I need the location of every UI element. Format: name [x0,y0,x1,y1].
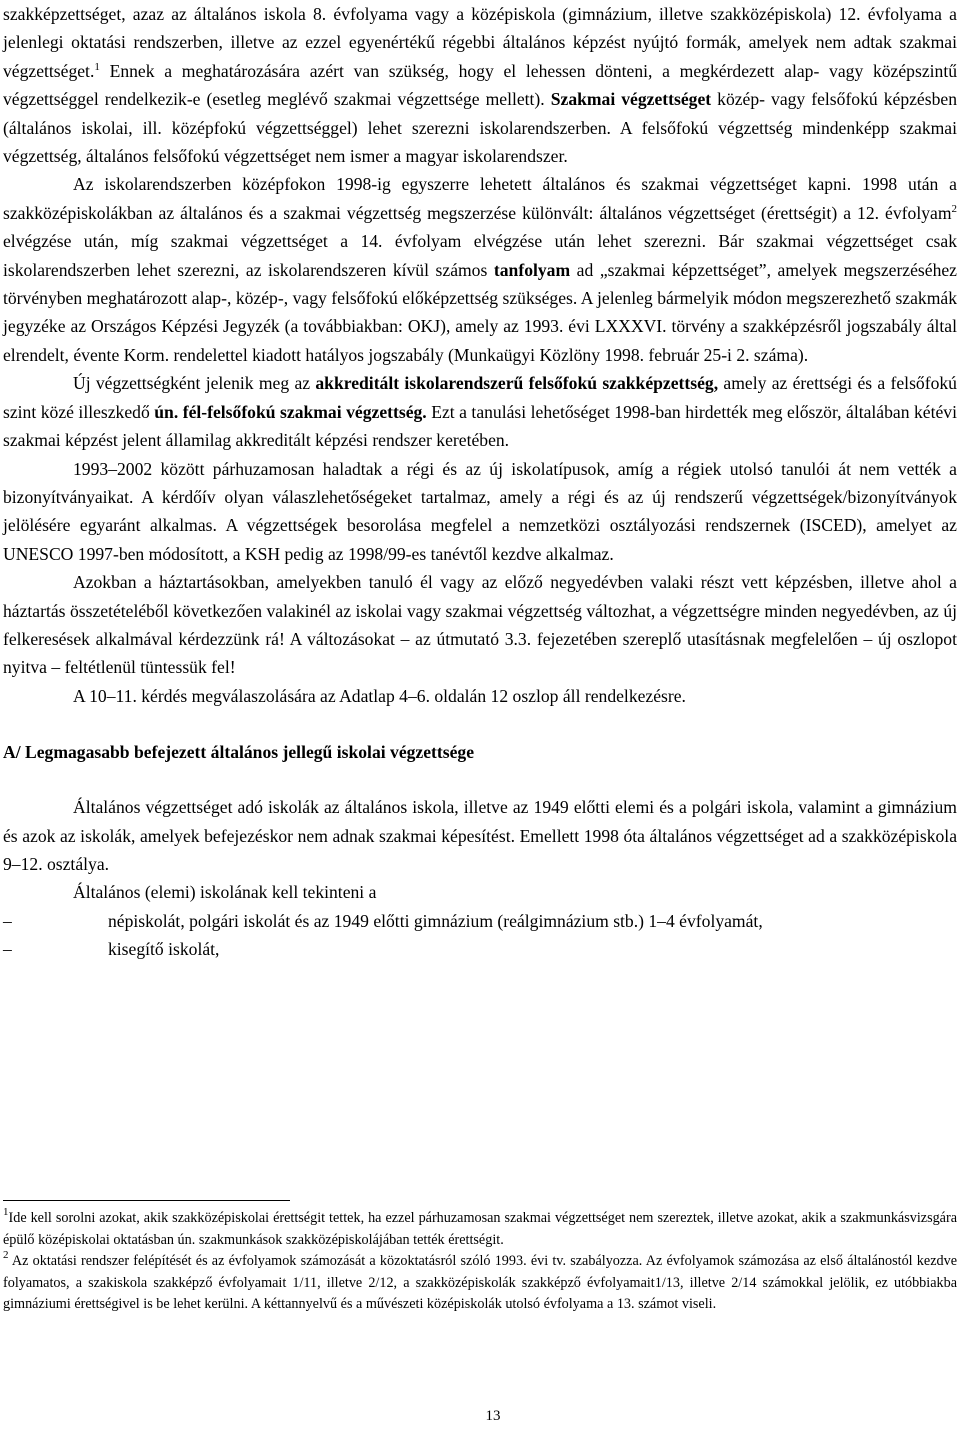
list-item [3,935,957,963]
document-page [3,0,957,1424]
list-dash: – [3,910,12,931]
main-text [3,0,957,964]
footnote-2 [3,1251,957,1316]
text-run: amely az érettségi és a felsőfokú szint közé illeszkedő [3,373,957,422]
list-item-text: népiskolát, polgári iskolát és az 1949 előtti gimnázium (reálgimnázium stb.) 1–4 évfolyamát, [108,910,763,931]
text-run: Ezt a tanulási lehetőséget 1998-ban hirdették meg először, általában kétévi szakmai képzést jelent államilag akkreditált képzési rendszer keretében. [3,401,957,451]
text-run: Az iskolarendszerben középfokon 1998-ig egyszerre lehetett általános és szakmai végzettséget kapni. 1998 után a szakközépiskolákban az általános és a szakmai végzettség megszerzése különvált: általános végzettséget (érettségit) a 12. évfolyam [3,174,957,223]
footnote-ref-1[interactable]: 1 [94,60,100,73]
footnote-text: Az oktatási rendszer felépítését és az évfolyamok számozását a közoktatásról szóló 1993. évi tv. szabályozza. Az évfolyamok számozása az első általánostól kezdve folyamatos, a szakiskola szakképző évfolyamait 1/11, illetve 2/12, a szakközépiskolák szakképző évfolyamait1/13, illetve 2/14 számokkal jelölik, ez utóbbiakba gimnáziumi érettségivel is be lehet kerülni. A kéttannyelvű és a művészeti középiskolák utolsó évfolyama a 13. számot viseli. [3,1253,957,1313]
footnote-mark: 1 [3,1206,9,1218]
text-run: szakképzettséget, azaz az általános iskola 8. évfolyama vagy a középiskola (gimnázium, illetve szakközépiskola) 12. évfolyama a jelenlegi oktatási rendszerben, illetve az ezzel egyenértékű régebbi általános képzést nyújtó formák, amelyek nem adtak szakmai végzettséget. [3,4,957,81]
footnote-mark: 2 [3,1249,9,1262]
bold-term: ún. fél-felsőfokú szakmai végzettség. [154,401,427,422]
footnote-ref-2[interactable]: 2 [951,202,957,215]
paragraph-5: Azokban a háztartásokban, amelyekben tanuló él vagy az előző negyedévben valaki részt vett képzésben, illetve ahol a háztartás összetételéből következően valakinél az iskolai vagy szakmai végzettség változhat, a végzettségre minden negyedévben, az új felkeresések alkalmával kérdezzünk rá! A változásokat – az útmutató 3.3. fejezetében szereplő utasításnak megfelelően – új oszlopot nyitva – feltétlenül tüntessük fel! [3,572,957,678]
paragraph-4: 1993–2002 között párhuzamosan haladtak a régi és az új iskolatípusok, amíg a régiek utolsó tanulói át nem vették a bizonyítványaikat. A kérdőív olyan válaszlehetőségeket tartalmaz, amely a régi és az új rendszerű végzettségek/bizonyítványok jelölésére egyaránt alkalmas. A végzettségek besorolása megfelel a nemzetközi osztályozási rendszernek (ISCED), amelyet az UNESCO 1997-ben módosított, a KSH pedig az 1998/99-es tanévtől kezdve alkalmaz. [3,458,957,564]
paragraph-1 [3,0,957,170]
text-run: közép- vagy felsőfokú képzésben (általános iskolai, ill. középfokú végzettséggel) lehet szerezni iskolarendszerben. A felsőfokú végzettség mindenképp szakmai végzettség, általános felsőfokú végzettséget nem ismer a magyar iskolarendszer. [3,89,957,167]
list-item-text: kisegítő iskolát, [108,939,220,960]
list-dash: – [3,939,12,960]
paragraph-7: Általános végzettséget adó iskolák az általános iskola, illetve az 1949 előtti elemi és a polgári iskola, valamint a gimnázium és azok az iskolák, amelyek befejezéskor nem adnak szakmai képesítést. Emellett 1998 óta általános végzettséget ad a szakközépiskola 9–12. osztálya. [3,797,957,874]
text-run: Új végzettségként jelenik meg az [73,373,316,394]
list-item [3,907,957,935]
footnote-text: Ide kell sorolni azokat, akik szakközépiskolai érettségit tettek, ha ezzel párhuzamosan szakmai végzettséget nem szereztek, illetve azokat, akik a szakmunkásvizsgára épülő középiskolai oktatásban ún. szakmunkások szakközépiskolájában tették érettségit. [3,1210,957,1248]
paragraph-8: Általános (elemi) iskolának kell tekinteni a [73,882,377,903]
text-run: elvégzése után, míg szakmai végzettséget a 14. évfolyam elvégzése után lehet szerezni. Bár szakmai végzettséget csak iskolarendszerben lehet szerezni, az iskolarendszeren kívül számos [3,231,957,280]
footnotes [3,1208,957,1316]
section-heading: A/ Legmagasabb befejezett általános jellegű iskolai végzettsége [3,742,475,763]
text-run: ad „szakmai képzettséget”, amelyek megszerzéséhez törvényben meghatározott alap-, közép-, vagy felsőfokú előképzettség szükséges. A jelenleg bármelyik módon megszerezhető szakmák jegyzéke az Országos Képzési Jegyzék (a továbbiakban: OKJ), amely az 1993. évi LXXXVI. törvény a szakképzésről jogszabály által elrendelt, évente Korm. rendelettel kiadott hatályos jogszabály (Munkaügyi Közlöny 1998. február 25-i 2. száma). [3,259,957,365]
paragraph-6: A 10–11. kérdés megválaszolására az Adatlap 4–6. oldalán 12 oszlop áll rendelkezésre. [73,685,686,706]
paragraph-2 [3,170,957,369]
bold-term: tanfolyam [493,259,571,280]
bold-term: akkreditált iskolarendszerű felsőfokú szakképzettség, [315,373,719,394]
page-number: 13 [485,1408,501,1424]
footnote-separator [3,1200,290,1201]
text-run: Ennek a meghatározására azért van szükség, hogy el lehessen dönteni, a megkérdezett alap- vagy középszintű végzettséggel rendelkezik-e (esetleg meglévő szakmai végzettsége mellett). [3,60,957,110]
footnote-1 [3,1208,957,1251]
bold-term: Szakmai végzettséget [550,89,712,110]
paragraph-3 [3,369,957,454]
